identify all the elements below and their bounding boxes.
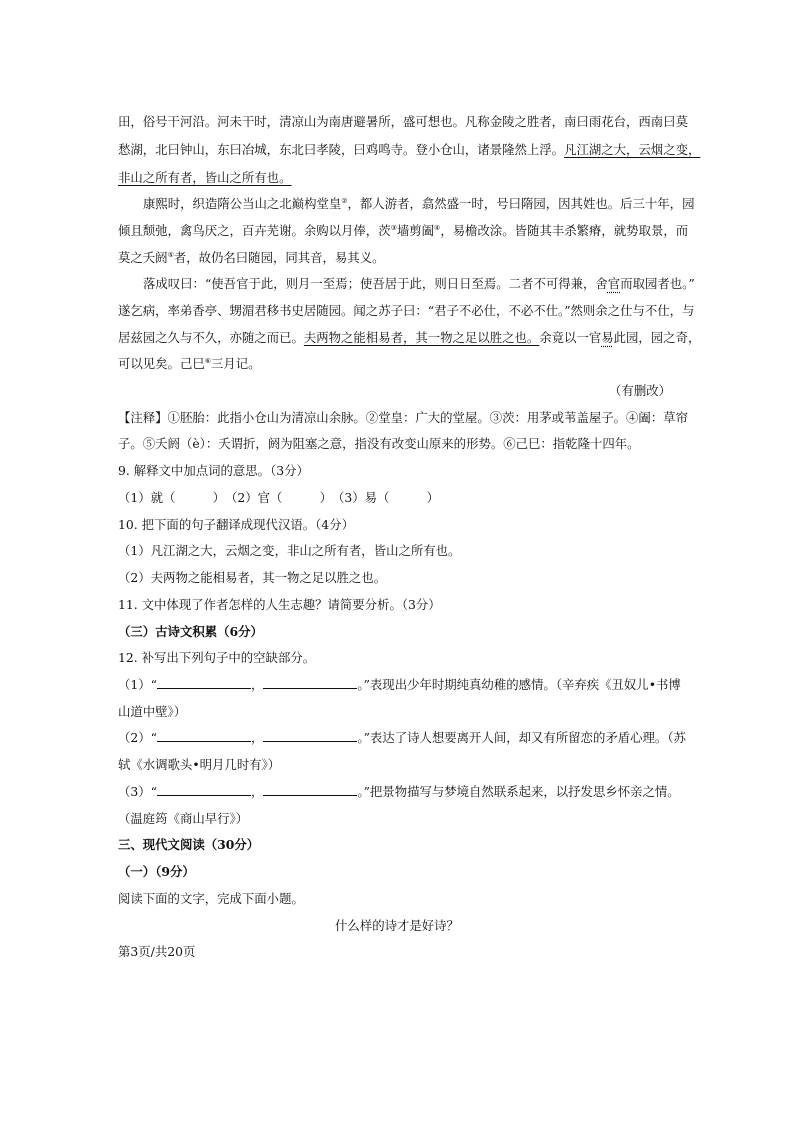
text-span: 可以见矣。己巳 bbox=[118, 356, 205, 371]
section-heading-3: （三）古诗文积累（6分） bbox=[118, 624, 263, 639]
question-12-2 bbox=[118, 730, 686, 746]
paragraph-1-line-2 bbox=[118, 142, 700, 158]
question-12-1-source: 山道中壁》） bbox=[118, 704, 187, 719]
question-12-3-source: （温庭筠《商山早行》） bbox=[118, 811, 249, 826]
text-span: ，易檐改涂。皆随其丰杀繁瘠，就势取景，而 bbox=[440, 223, 689, 238]
question-9: 9. 解释文中加点词的意思。（3分） bbox=[118, 463, 309, 478]
note-marker: ③ bbox=[390, 223, 397, 232]
text-span: （1）“ bbox=[118, 677, 157, 692]
text-span: （2）“ bbox=[118, 730, 157, 745]
paragraph-2-line-3 bbox=[118, 250, 384, 266]
note-marker: ④ bbox=[434, 223, 441, 232]
text-span: 而取园者也。” bbox=[620, 276, 695, 291]
paragraph-3-line-1 bbox=[143, 276, 695, 292]
note-marker: ⑥ bbox=[204, 356, 212, 365]
question-12: 12. 补写出下列句子中的空缺部分。 bbox=[118, 650, 316, 665]
text-span: ， bbox=[251, 784, 264, 799]
paragraph-2-line-1 bbox=[143, 196, 694, 212]
question-11: 11. 文中体现了作者怎样的人生志趣？请简要分析。（3分） bbox=[118, 597, 441, 612]
answer-blank[interactable] bbox=[157, 677, 251, 689]
paragraph-1-line-1: 田，俗号干河沿。河未干时，清凉山为南唐避暑所，盛可想也。凡称金陵之胜者，南曰雨花台，西南曰莫 bbox=[118, 114, 688, 129]
notes-line-1: 【注释】①胚胎：此指小仓山为清凉山余脉。②堂皇：广大的堂屋。③茨：用茅或苇盖屋子。④阖：草帘 bbox=[118, 410, 688, 425]
text-span: 落成叹曰：“使吾官于此，则月一至焉；使吾居于此，则日日至焉。二者不可得兼，舍 bbox=[143, 276, 608, 291]
paragraph-1-line-3 bbox=[118, 170, 291, 186]
answer-blank[interactable] bbox=[263, 677, 357, 689]
text-span: 此园，园之奇， bbox=[613, 330, 701, 345]
underlined-sentence: 凡江湖之大，云烟之变， bbox=[564, 142, 701, 157]
paragraph-2-line-2 bbox=[118, 223, 688, 239]
text-span: 倾且颓弛，禽鸟厌之，百卉芜谢。余购以月俸， bbox=[118, 223, 379, 238]
text-span: 莫之夭阏 bbox=[118, 250, 168, 265]
notes-line-2: 子。⑤夭阏（è）：夭谓折，阏为阻塞之意，指没有改变山原来的形势。⑥己巳：指乾隆十四年。 bbox=[118, 436, 640, 451]
question-10: 10. 把下面的句子翻译成现代汉语。（4分） bbox=[118, 517, 354, 532]
underlined-sentence-2: 夫两物之能相易者，其一物之足以胜之也。 bbox=[303, 330, 540, 345]
text-span: 。”表现出少年时期纯真幼稚的感情。（辛弃疾《丑奴儿•书博 bbox=[357, 677, 681, 692]
text-span: （3）“ bbox=[118, 784, 157, 799]
paragraph-3-line-2: 遂乞病，率弟香亭、甥湄君移书史居随园。闻之苏子曰：“君子不必仕，不必不仕。”然则余之仕与不仕，与 bbox=[118, 303, 695, 318]
dotted-word-guan: 官 bbox=[607, 276, 621, 291]
paragraph-3-line-4 bbox=[118, 356, 261, 372]
underlined-sentence-cont: 非山之所有者，皆山之所有也。 bbox=[118, 170, 292, 185]
question-10-2: （2）夫两物之能相易者，其一物之足以胜之也。 bbox=[118, 570, 387, 585]
text-span: 康熙时，织造隋公当山之北巅构堂皇 bbox=[143, 196, 342, 211]
answer-blank[interactable] bbox=[263, 730, 357, 742]
part-3-heading: 三、现代文阅读（30分） bbox=[118, 837, 260, 852]
text-span: ， bbox=[251, 677, 264, 692]
question-12-2-source: 轼《水调歌头•明月几时有》） bbox=[118, 757, 281, 772]
part-3-subheading: （一）（9分） bbox=[118, 864, 195, 879]
text-span: 者，故仍名曰随园，同其音，易其义。 bbox=[173, 250, 385, 265]
text-span: ，都人游者，翕然盛一时，号曰隋园，因其姓也。后三十年，园 bbox=[347, 196, 695, 211]
answer-blank[interactable] bbox=[157, 784, 251, 796]
text-span: 三月记。 bbox=[211, 356, 261, 371]
text-span: 居兹园之久与不久，亦随之而已。 bbox=[118, 330, 304, 345]
question-10-1: （1）凡江湖之大，云烟之变，非山之所有者，皆山之所有也。 bbox=[118, 543, 461, 558]
question-12-3 bbox=[118, 784, 680, 800]
question-9-items: （1）就（ ） （2）官（ ） （3）易（ ） bbox=[118, 490, 440, 505]
reading-instruction: 阅读下面的文字，完成下面小题。 bbox=[118, 891, 304, 906]
text-span: 余竟以一官 bbox=[539, 330, 602, 345]
note-marker: ② bbox=[341, 196, 348, 205]
text-span: 。”把景物描写与梦境自然联系起来，以抒发思乡怀亲之情。 bbox=[357, 784, 680, 799]
text-span: 。”表达了诗人想要离开人间，却又有所留恋的矛盾心理。（苏 bbox=[357, 730, 686, 745]
text-span: 茨 bbox=[378, 223, 391, 238]
text-span: 愁湖，北曰钟山，东曰冶城，东北曰孝陵，曰鸡鸣寺。登小仓山，诸景隆然上浮。 bbox=[118, 142, 565, 157]
text-span: ， bbox=[251, 730, 264, 745]
question-12-1 bbox=[118, 677, 681, 693]
page-footer: 第3页/共20页 bbox=[118, 944, 196, 959]
dotted-word-yi: 易 bbox=[601, 330, 614, 345]
answer-blank[interactable] bbox=[263, 784, 357, 796]
article-title: 什么样的诗才是好诗？ bbox=[335, 918, 459, 933]
paragraph-3-line-3 bbox=[118, 330, 700, 346]
text-span: 墙剪阖 bbox=[396, 223, 435, 238]
edit-note: （有删改） bbox=[609, 383, 671, 398]
note-marker: ⑤ bbox=[167, 250, 174, 259]
answer-blank[interactable] bbox=[157, 730, 251, 742]
